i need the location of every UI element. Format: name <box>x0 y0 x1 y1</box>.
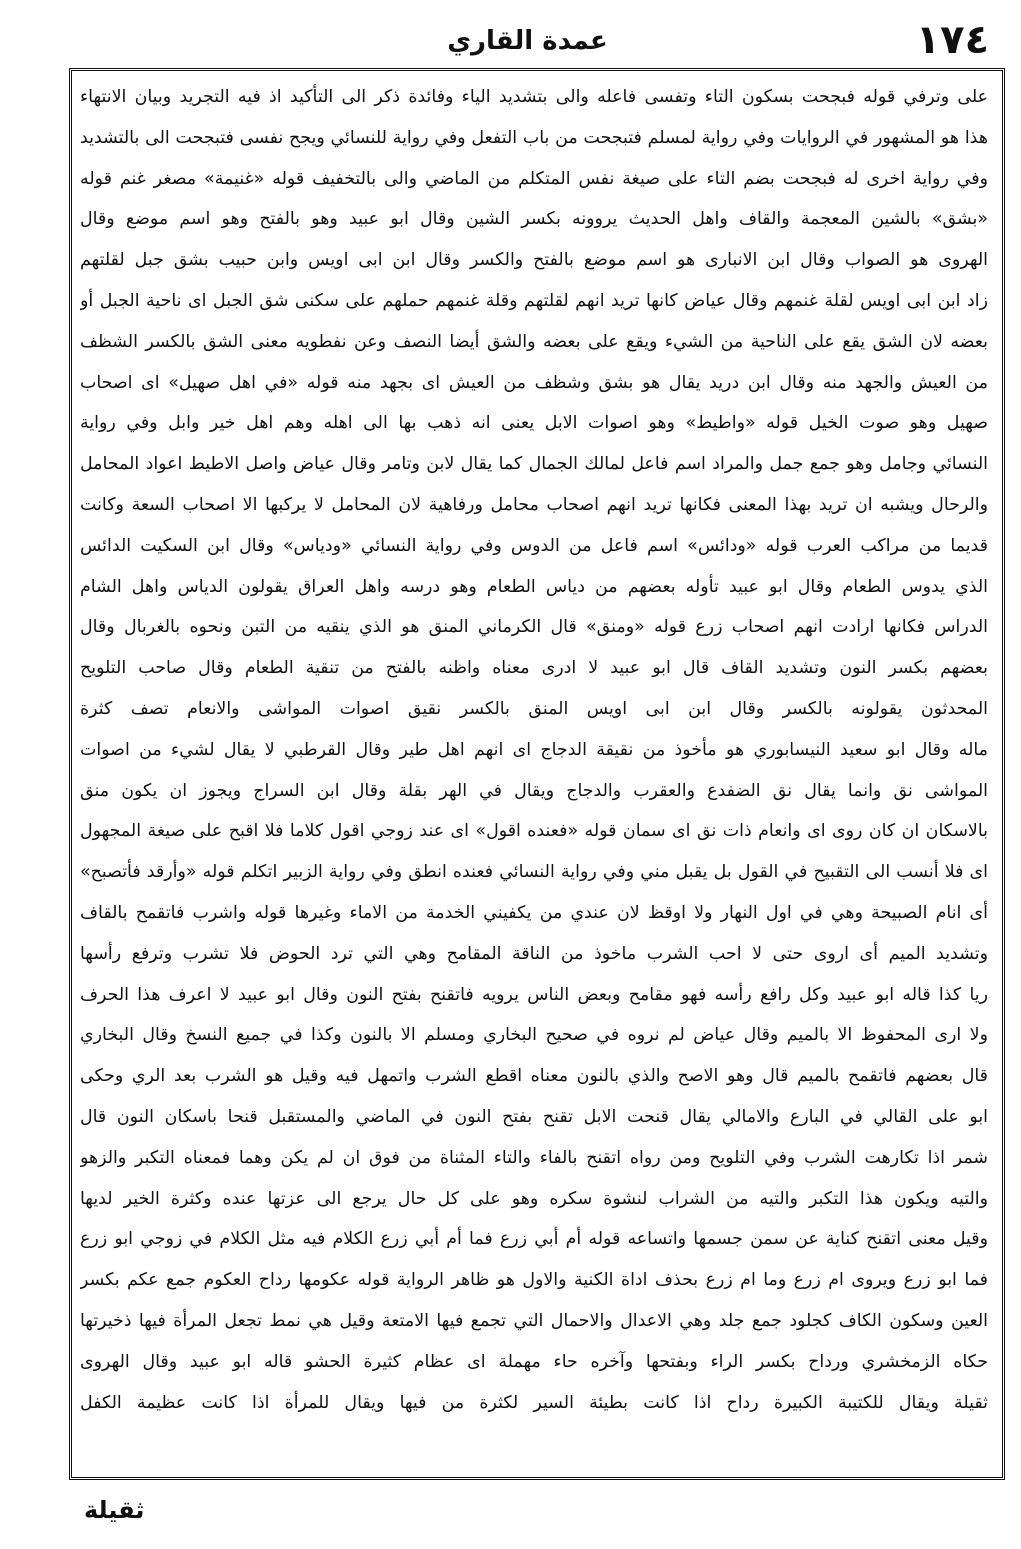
text-line: أى انام الصبيحة وهي في اول النهار ولا اوقظ لان عندي من يكفيني الخدمة من الاماء وغيرها قوله واشرب فاتقمح بالقاف <box>80 902 988 923</box>
text-line: بعضهم بكسر النون وتشديد القاف قال ابو عبيد لا ادرى معناه واظنه بالفتح من تنقية الطعام وقال صاحب التلويح <box>80 658 988 679</box>
page-number: ١٧٤ <box>915 17 989 63</box>
text-line: قديما من مراكب العرب قوله «ودائس» اسم فاعل من الدوس وفي رواية النسائي «ودياس» وقال ابن السكيت الدائس <box>80 535 988 556</box>
text-line: الذي يدوس الطعام وقال ابو عبيد تأوله بعضهم من دياس الطعام وهو درسه واهل العراق يقولون الدياس واهل الشام <box>80 576 988 597</box>
page-header <box>60 14 995 64</box>
text-line: قال بعضهم فاتقمح بالميم قال وهو الاصح والذي بالنون معناه اقطع الشرب واتمهل فيه وقيل هو الشرب بعد الري وحكى <box>80 1066 988 1087</box>
text-line: والرحال ويشبه ان تريد بهذا المعنى فكانها تريد انهم اصحاب محامل ورفاهية لان المحامل لا يركبها الا اصحاب السعة وكانت <box>80 494 988 515</box>
catchword: ثقيلة <box>84 1496 145 1524</box>
running-title: عمدة القاري <box>447 26 608 56</box>
text-line: على وترفي قوله فبجحت بسكون التاء وتفسى فاعله والى بتشديد الياء وفائدة ذكر الى التأكيد اذ فيه التجريد وبيان الانتهاء <box>80 87 988 107</box>
text-line: الهروى هو الصواب وقال ابن الانبارى هو اسم موضع بالفتح والكسر وقال ابن ابى اويس وابن حبيب بشق جبل لقلتهم <box>80 250 988 271</box>
text-line: المحدثون يقولونه بالكسر وقال ابن ابى اويس المنق بالكسر نقيق اصوات المواشى والانعام تصف كثرة <box>80 698 988 719</box>
text-line: ولا ارى المحفوظ الا بالميم وقال عياض لم نروه في صحيح البخاري ومسلم الا بالنون وكذا في جميع النسخ وقال البخاري <box>80 1025 988 1046</box>
text-line: المواشى نق وانما يقال نق الضفدع والعقرب والدجاج ويقال في الهر بقلة وقال ابن السراج ويجوز ان يكون منق <box>80 780 988 801</box>
text-line: هذا هو المشهور في الروايات وفي رواية لمسلم فتبجحت من باب التفعل وفي رواية للنسائي ويجح نفسى فتبجحت الى بالتشديد <box>80 127 988 148</box>
text-line: اى فلا أنسب الى التقبيح في القول بل يقبل مني وفي رواية النسائي فعنده انطق وفي رواية الزبير اتكلم قوله «وأرقد فأتصبح» <box>80 862 988 883</box>
text-line: «بشق» بالشين المعجمة والقاف واهل الحديث يروونه بكسر الشين وقال ابو عبيد وهو بالفتح وهو اسم موضع وقال <box>80 209 988 230</box>
text-line: فما ابو زرع ويروى ام زرع وما ام زرع بحذف اداة الكنية والاول هو ظاهر الرواية قوله عكومها رداح العكوم جمع عكم بكسر <box>80 1270 988 1291</box>
text-line: زاد ابن ابى اويس لقلة غنمهم وقال عياض كانها تريد انهم لقلتهم وقلة غنمهم حملهم على سكنى شق الجبل اى ناحية الجبل أو <box>80 290 988 311</box>
text-line: النسائي وجامل وهو جمع جمل والمراد اسم فاعل لمالك الجمال كما يقال لابن وتامر وقال عياض واصل الاطيط اعواد المحامل <box>80 454 988 475</box>
text-line: بعضه لان الشق يقع على الناحية من الشيء ويقع على بعضه والشق أيضا النصف وعن نفطويه معنى الشق بالكسر الشظف <box>80 331 988 352</box>
text-line: وقيل معنى اتقنح كناية عن سمن جسمها واتساعه قوله أم أبي زرع فما أم أبي زرع الكلام فيه مثل الكلام في زوجي ابو زرع <box>80 1229 988 1250</box>
text-line: والتيه ويكون هذا التكبر والتيه من الشراب لنشوة سكره وهو على كل حال يرجع الى عزتها عنده وكثرة الخير لديها <box>80 1188 988 1209</box>
text-line: ريا كذا قاله ابو عبيد وكل رافع رأسه فهو مقامح وبعض الناس يرويه فاتقنح بفتح النون وقال ابو عبيد لا اعرف هذا الحرف <box>80 984 988 1005</box>
text-line: ماله وقال ابو سعيد النيسابوري هو مأخوذ من نقيقة الدجاج اى انهم اهل طير وقال القرطبي لا يقال لشيء من اصوات <box>80 739 988 760</box>
text-line: العين وسكون الكاف كجلود جمع جلد وهي الاعدال والاحمال التي تجمع فيها الامتعة وقيل هي نمط تجعل المرأة فيها ذخيرتها <box>80 1310 988 1331</box>
text-line: حكاه الزمخشري ورداح بكسر الراء وبفتحها وآخره حاء مهملة اى عظام كثيرة الحشو قاله ابو عبيد وقال الهروى <box>80 1351 988 1372</box>
text-line: من العيش والجهد منه وقال ابن دريد يقال هو بشق وشظف من العيش اى بجهد منه قوله «في اهل صهيل» اى اصحاب <box>80 372 988 393</box>
text-line: ابو على القالي في البارع والامالي يقال قنحت الابل تقنح بفتح النون في الماضي والمستقبل قنحا باسكان النون قال <box>80 1106 988 1127</box>
text-line: وفي رواية اخرى له فبجحت بضم التاء على صيغة نفس المتكلم من الماضي والى بالتخفيف قوله «غنيمة» مصغر غنم قوله <box>80 168 988 189</box>
text-line: الدراس فكانها ارادت انهم اصحاب زرع قوله «ومنق» قال الكرماني المنق هو الذي ينقيه من التبن ونحوه بالغربال وقال <box>80 617 988 638</box>
text-line: وتشديد الميم أى اروى حتى لا احب الشرب ماخوذ من الناقة المقامح وهي التي ترد الحوض فلا تشرب وترفع رأسها <box>80 943 988 964</box>
text-line: بالاسكان ان كان روى اى وانعام ذات نق اى سمان قوله «فعنده اقول» اى عند زوجي اقول كلاما فلا اقبح على صيغة المجهول <box>80 821 988 842</box>
text-line <box>80 1423 988 1464</box>
text-line: شمر اذا تكارهت الشرب وفي التلويح ومن رواه اتقنح بالفاء والتاء المثناة من فوق ان لم يكن وهما فمعناه التكبر والزهو <box>80 1147 988 1168</box>
commentary-text <box>80 77 988 1471</box>
text-frame <box>69 68 1005 1480</box>
text-line: ثقيلة ويقال للكتيبة الكبيرة رداح اذا كانت بطيئة السير لكثرة من فيها ويقال للمرأة اذا كانت عظيمة الكفل <box>80 1392 988 1413</box>
text-line: صهيل وهو صوت الخيل قوله «واطيط» وهو اصوات الابل يعنى انه ذهب بها الى اهله وهم اهل خير وابل وفي رواية <box>80 413 988 434</box>
